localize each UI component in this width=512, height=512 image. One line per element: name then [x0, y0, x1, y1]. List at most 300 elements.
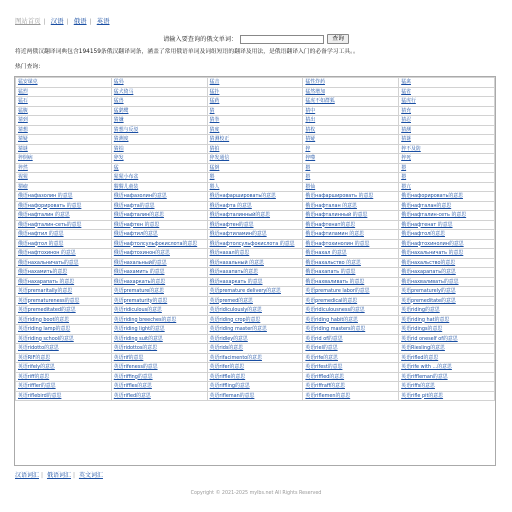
footer-link-chinese-words[interactable]: 汉语词汇	[15, 472, 40, 479]
hot-cell	[207, 144, 303, 154]
hot-cell	[207, 135, 303, 145]
hot-query-link[interactable]: 俄语нахапать 的意思	[305, 269, 356, 275]
hot-cell	[16, 154, 112, 164]
hot-cell	[303, 382, 399, 392]
hot-cell	[16, 325, 112, 335]
hot-query-link[interactable]: 猜测度	[113, 136, 129, 142]
hot-row	[16, 315, 495, 325]
hot-cell	[303, 201, 399, 211]
hot-query-link[interactable]: 英语ridiculous的意思	[113, 307, 162, 313]
hot-query-link[interactable]: 俄语нафорировать的意思	[401, 193, 463, 199]
hot-query-link[interactable]: 英语riffleman的意思	[401, 373, 448, 380]
top-nav	[15, 17, 110, 25]
hot-cell	[111, 239, 207, 249]
hot-cell	[16, 268, 112, 278]
hot-cell	[111, 192, 207, 202]
hot-query-link[interactable]: 英语riffling的意思	[209, 383, 250, 389]
hot-row	[16, 201, 495, 211]
hot-cell	[399, 268, 495, 278]
hot-query-link[interactable]: 猩猩小布盆	[113, 174, 139, 180]
hot-cell	[207, 334, 303, 344]
footer-link-english-words[interactable]: 英文词汇	[78, 472, 103, 479]
hot-query-link[interactable]: 俄语нафтил 的意思	[18, 231, 64, 237]
hot-query-link[interactable]: 猛犬倚马	[113, 88, 134, 95]
hot-query-link[interactable]: 俄语нафтил的意思	[113, 231, 158, 237]
hot-cell	[303, 220, 399, 230]
hot-cell	[111, 106, 207, 116]
hot-query-link[interactable]: 猥仙	[305, 183, 316, 190]
hot-query-link[interactable]: 俄语нафтенат 的意思	[401, 221, 453, 228]
hot-query-link[interactable]: 俄语нафаршировать 的意思	[305, 193, 374, 199]
hot-query-link[interactable]: 俄语нахальничать 的意思	[401, 250, 464, 256]
hot-query-link[interactable]: 猥人	[209, 183, 220, 190]
hot-query-link[interactable]: 英语ridotto的意思	[18, 345, 59, 351]
hot-query-link[interactable]: 俄语нафазолин的意思	[113, 193, 167, 199]
hot-query-link[interactable]: 英语prematurity的意思	[113, 297, 168, 304]
hot-cell	[399, 363, 495, 373]
hot-cell	[207, 287, 303, 297]
hot-query-link[interactable]: 英语riffing的意思	[113, 373, 153, 380]
hot-cell	[207, 277, 303, 287]
hot-query-link[interactable]: 俄语нафта 的意思	[209, 202, 252, 209]
hot-cell	[207, 239, 303, 249]
hot-query-link[interactable]: 猜嫌	[113, 117, 124, 123]
hot-cell	[16, 315, 112, 325]
hot-cell	[207, 201, 303, 211]
hot-query-link[interactable]: 猜中	[305, 107, 316, 114]
hot-query-link[interactable]: 英语ridley的意思	[209, 335, 248, 342]
hot-query-link[interactable]: 俄语нахальный的意思	[113, 259, 167, 266]
hot-cell	[399, 391, 495, 401]
hot-query-link[interactable]: 英语rifely的意思	[18, 364, 55, 370]
hot-cell	[399, 192, 495, 202]
hot-query-link[interactable]: 猛性炸药	[305, 79, 325, 85]
hot-row	[16, 296, 495, 306]
hot-row	[16, 277, 495, 287]
hot-cell	[399, 163, 495, 173]
hot-cell	[111, 97, 207, 107]
search-prompt: 请输入要查询的俄文单词：	[163, 36, 238, 43]
hot-query-link[interactable]: 英语riffler的意思	[18, 383, 56, 389]
hot-query-link[interactable]: 猛扑	[209, 88, 220, 95]
hot-cell	[111, 173, 207, 183]
hot-query-link[interactable]: 俄语нахал 的意思	[305, 250, 347, 256]
hot-cell	[303, 106, 399, 116]
hot-cell	[16, 306, 112, 316]
hot-query-link[interactable]: 猜拳	[209, 117, 220, 123]
hot-cell	[16, 372, 112, 382]
hot-query-link[interactable]: 猥	[305, 174, 311, 180]
hot-query-link[interactable]: 猛然增加	[305, 88, 325, 95]
hot-query-link[interactable]: 俄语нафталин-сеть的意思	[18, 221, 82, 228]
hot-cell	[16, 116, 112, 126]
hot-query-link[interactable]: 俄语нафталан 的意思	[305, 202, 357, 209]
hot-query-link[interactable]: 猜到	[18, 117, 28, 123]
hot-query-link[interactable]: 英语rifer的意思	[209, 364, 245, 370]
hot-row	[16, 287, 495, 297]
hot-query-link[interactable]: 英语rifled的意思	[113, 392, 151, 399]
hot-query-link[interactable]: 猛兽	[113, 98, 124, 104]
hot-row	[16, 125, 495, 135]
hot-query-link[interactable]: 俄语нафтохинолин的意思	[401, 240, 464, 247]
hot-row	[16, 382, 495, 392]
hot-query-link[interactable]: 俄语нахальный 的意思	[209, 259, 264, 266]
nav-home-link[interactable]: 图站首页	[15, 17, 41, 25]
hot-query-link[interactable]: 俄语нахальничать的意思	[18, 259, 79, 266]
hot-cell	[111, 125, 207, 135]
search-input[interactable]	[240, 35, 324, 44]
hot-query-link[interactable]: 猝倒病	[18, 155, 33, 161]
hot-cell	[207, 78, 303, 88]
hot-cell	[16, 201, 112, 211]
hot-query-link[interactable]: 英语premeditated的意思	[18, 307, 76, 313]
hot-cell	[399, 287, 495, 297]
hot-cell	[303, 277, 399, 287]
hot-query-link[interactable]: 英语riffled的意思	[305, 373, 345, 380]
hot-cell	[303, 230, 399, 240]
hot-query-link[interactable]: 猜疑	[18, 136, 28, 142]
hot-query-link[interactable]: 俄语нахальство 的意思	[305, 259, 361, 266]
hot-query-link[interactable]: 猜测校正	[209, 136, 230, 142]
hot-query-link[interactable]: 猛烈	[18, 88, 28, 95]
hot-query-link[interactable]: 英语riding breeches的意思	[113, 316, 177, 323]
hot-cell	[111, 116, 207, 126]
hot-query-link[interactable]: 英语premature delivery的意思	[209, 288, 281, 294]
hot-cell	[207, 382, 303, 392]
hot-query-link[interactable]: 猝发通信	[209, 155, 230, 161]
hot-query-link[interactable]: 英语rifleman的意思	[209, 392, 255, 399]
hot-query-link[interactable]: 俄语нафтохинон 的意思	[18, 250, 76, 256]
hot-cell	[111, 334, 207, 344]
hot-cell	[16, 87, 112, 97]
nav-link-english[interactable]: 英语	[96, 17, 110, 25]
hot-cell	[303, 87, 399, 97]
hot-cell	[16, 173, 112, 183]
hot-query-link[interactable]: 俄语нахальство的意思	[401, 259, 456, 266]
hot-query-link[interactable]: 俄语нафтиламин 的意思	[305, 231, 364, 237]
hot-query-link[interactable]: 英语riflebird的意思	[18, 392, 62, 399]
hot-query-link[interactable]: 俄语нахамить的意思	[18, 269, 68, 275]
hot-query-link[interactable]: 猝发	[113, 155, 124, 161]
hot-query-link[interactable]: 猛	[113, 164, 119, 171]
hot-cell	[399, 220, 495, 230]
hot-query-link[interactable]: 猛腹	[18, 107, 28, 114]
hot-cell	[399, 334, 495, 344]
hot-cell	[207, 116, 303, 126]
hot-query-link[interactable]: 猜拍	[113, 145, 124, 152]
hot-query-link[interactable]: 猜拍	[209, 145, 220, 152]
hot-cell	[16, 106, 112, 116]
hot-cell	[207, 230, 303, 240]
hot-query-link[interactable]: 猜充	[401, 107, 411, 114]
hot-query-link[interactable]: 猝死	[401, 155, 411, 161]
hot-query-link[interactable]: 猜枚	[305, 126, 316, 133]
hot-cell	[16, 182, 112, 192]
hot-query-link[interactable]: 猛虎不如群狐	[305, 98, 335, 104]
hot-cell	[399, 258, 495, 268]
hot-query-link[interactable]: 俄语нафталин-сеть 的意思	[401, 212, 467, 218]
hot-cell	[111, 287, 207, 297]
hot-row	[16, 344, 495, 354]
hot-cell	[399, 382, 495, 392]
hot-query-link[interactable]: 猛鹞鹭	[113, 107, 129, 114]
hot-cell	[303, 344, 399, 354]
hot-query-link[interactable]: 英语riffs的意思	[401, 383, 435, 389]
hot-cell	[207, 106, 303, 116]
hot-cell	[399, 144, 495, 154]
hot-query-link[interactable]: 俄语нафтиламин的意思	[209, 231, 267, 237]
hot-row	[16, 306, 495, 316]
search-button[interactable]: 查询	[327, 34, 349, 44]
hot-query-link[interactable]: 猥	[401, 174, 407, 180]
hot-query-link[interactable]: 猛犸	[113, 79, 124, 85]
hot-query-link[interactable]: 俄语нафталинный 的意思	[305, 212, 368, 218]
hot-cell	[207, 154, 303, 164]
hot-query-link[interactable]: 英语rif的意思	[113, 354, 144, 361]
hot-cell	[16, 211, 112, 221]
hot-cell	[303, 315, 399, 325]
hot-cell	[303, 125, 399, 135]
hot-cell	[207, 372, 303, 382]
hot-cell	[16, 258, 112, 268]
hot-query-link[interactable]: 英语riding light的意思	[113, 326, 165, 332]
hot-cell	[16, 249, 112, 259]
hot-query-link[interactable]: 英语riffle的意思	[209, 373, 246, 380]
hot-query-link[interactable]: 俄语нахарапать的意思	[401, 269, 456, 275]
hot-query-link[interactable]: 俄语нахарапать 的意思	[18, 278, 75, 285]
hot-cell	[303, 363, 399, 373]
hot-cell	[207, 173, 303, 183]
hot-query-link[interactable]: 英语rifeness的意思	[113, 364, 158, 370]
hot-query-link[interactable]: 猥	[401, 164, 407, 171]
hot-query-link[interactable]: 猛石	[18, 98, 28, 104]
hot-query-link[interactable]: 猝然	[18, 164, 28, 171]
hot-query-link[interactable]: 猜度	[209, 126, 220, 133]
hot-query-link[interactable]: 俄语нафтен的意思	[209, 221, 254, 228]
hot-query-link[interactable]: 英语riffles的意思	[113, 383, 152, 389]
hot-query-link[interactable]: 猬猬儿童装	[113, 183, 139, 190]
hot-query-link[interactable]: 英语rife with ...的意思	[401, 364, 452, 370]
hot-cell	[303, 249, 399, 259]
hot-query-link[interactable]: 猩猩	[18, 174, 28, 180]
hot-cell	[303, 334, 399, 344]
hot-query-link[interactable]: 英语riding lamp的意思	[18, 326, 71, 332]
hot-cell	[111, 163, 207, 173]
hot-query-link[interactable]: 猛药	[209, 98, 220, 104]
footer-link-russian-words[interactable]: 俄语词汇	[46, 472, 71, 479]
hot-query-link[interactable]: 英语prematureness的意思	[18, 297, 80, 304]
hot-cell	[207, 344, 303, 354]
hot-row	[16, 78, 495, 88]
hot-query-link[interactable]: 俄语нафазолин 的意思	[18, 193, 73, 199]
hot-cell	[303, 135, 399, 145]
hot-query-link[interactable]: 猝噬	[305, 155, 316, 161]
hot-query-link[interactable]: 英语premaritally的意思	[18, 288, 73, 294]
hot-query-link[interactable]: 英语rife的意思	[305, 354, 338, 361]
hot-query-link[interactable]: 俄语нахаркать的意思	[113, 278, 166, 285]
hot-query-link[interactable]: 俄语нафтохинолин 的意思	[305, 240, 370, 247]
hot-cell	[399, 87, 495, 97]
hot-query-link[interactable]: 俄语нафта的意思	[113, 202, 155, 209]
hot-query-link[interactable]: 俄语нахваливать的意思	[401, 278, 459, 285]
hot-query-link[interactable]: 猜谜	[18, 145, 28, 152]
hot-query-link[interactable]: 英语Riesling的意思	[401, 345, 445, 351]
hot-query-link[interactable]: 英语rifled的意思	[401, 354, 439, 361]
hot-queries-title: 热门查询：	[15, 64, 44, 70]
hot-cell	[16, 296, 112, 306]
hot-query-link[interactable]: 俄语нафтенат的意思	[305, 221, 356, 228]
hot-query-link[interactable]: 俄语нахал的意思	[209, 250, 250, 256]
hot-cell	[111, 182, 207, 192]
hot-query-link[interactable]: 猥亢	[401, 183, 411, 190]
hot-query-link[interactable]: 猛省	[401, 88, 411, 95]
hot-query-link[interactable]: 俄语нафтол的意思	[401, 231, 445, 237]
hot-cell	[16, 78, 112, 88]
hot-query-link[interactable]: 猛安谋克	[18, 79, 38, 85]
hot-cell	[207, 97, 303, 107]
hot-query-link[interactable]: 猜测	[401, 126, 411, 133]
hot-query-link[interactable]: 英语rifle pit的意思	[401, 392, 444, 399]
hot-query-link[interactable]: 俄语нахаркать 的意思	[209, 278, 263, 285]
hot-query-link[interactable]: 英语premeditate的意思	[401, 297, 456, 304]
hot-cell	[303, 287, 399, 297]
hot-cell	[303, 78, 399, 88]
hot-query-link[interactable]: 英语rifacimento的意思	[209, 354, 262, 361]
hot-cell	[16, 97, 112, 107]
hot-query-link[interactable]: 英语riflemen的意思	[305, 392, 351, 399]
hot-query-link[interactable]: 俄语нахапать的意思	[209, 269, 259, 275]
hot-queries-box	[14, 76, 496, 466]
hot-query-link[interactable]: 英语rifest的意思	[305, 364, 343, 370]
hot-query-link[interactable]: 猜想	[18, 126, 28, 133]
hot-query-link[interactable]: 英语riding的意思	[401, 307, 440, 313]
hot-query-link[interactable]: 猥	[209, 174, 215, 180]
hot-query-link[interactable]: 俄语нафорировать 的意思	[18, 202, 82, 209]
hot-query-link[interactable]: 英语riff的意思	[18, 373, 50, 380]
hot-row	[16, 230, 495, 240]
hot-row	[16, 192, 495, 202]
hot-cell	[303, 144, 399, 154]
hot-query-link[interactable]: 英语premature的意思	[113, 288, 164, 294]
hot-cell	[111, 268, 207, 278]
hot-query-link[interactable]: 英语riding masters的意思	[305, 326, 366, 332]
hot-cell	[207, 391, 303, 401]
hot-query-link[interactable]: 英语ridiculously的意思	[209, 307, 262, 313]
hot-query-link[interactable]: 英语rid of的意思	[305, 335, 343, 342]
hot-cell	[207, 220, 303, 230]
hot-query-link[interactable]: 俄语нафталинный的意思	[209, 212, 271, 218]
hot-query-link[interactable]: 英语rids的意思	[209, 345, 244, 351]
hot-row	[16, 258, 495, 268]
nav-link-russian[interactable]: 俄语	[73, 17, 87, 25]
hot-cell	[399, 325, 495, 335]
hot-query-link[interactable]: 猛倒	[209, 164, 220, 171]
hot-query-link[interactable]: 俄语нафталин 的意思	[18, 212, 70, 218]
hot-query-link[interactable]: 英语riding suit的意思	[113, 335, 163, 342]
hot-cell	[399, 344, 495, 354]
hot-query-link[interactable]: 猛禽	[401, 79, 411, 85]
hot-query-link[interactable]: 猜想与反驳	[113, 126, 139, 133]
hot-query-link[interactable]: 猛虎行	[401, 98, 416, 104]
hot-query-link[interactable]: 英语riding hat的意思	[401, 316, 450, 323]
hot-query-link[interactable]: 英语ridottos的意思	[113, 345, 158, 351]
hot-query-link[interactable]: 英语riding boot的意思	[18, 316, 70, 323]
hot-cell	[16, 344, 112, 354]
hot-query-link[interactable]: 英语rid oneself of的意思	[401, 335, 458, 342]
hot-cell	[303, 182, 399, 192]
hot-cell	[399, 154, 495, 164]
hot-cell	[399, 315, 495, 325]
hot-query-link[interactable]: 英语riffraff的意思	[305, 383, 345, 389]
footer-links	[15, 472, 103, 480]
hot-query-link[interactable]: 英语riding crop的意思	[209, 316, 261, 323]
hot-cell	[303, 239, 399, 249]
hot-query-link[interactable]: 猛击	[209, 79, 220, 85]
hot-query-link[interactable]: 英语riding master的意思	[209, 326, 267, 332]
hot-query-link[interactable]: 俄语нафтен 的意思	[113, 221, 160, 228]
hot-cell	[16, 277, 112, 287]
hot-query-link[interactable]: 猜出	[305, 117, 316, 123]
hot-query-link[interactable]: 英语ridiculousness的意思	[305, 307, 365, 313]
hot-query-link[interactable]: 俄语нафталин的意思	[113, 212, 164, 218]
hot-cell	[207, 211, 303, 221]
hot-query-link[interactable]: 俄语нафаршировать的意思	[209, 193, 276, 199]
hot-query-link[interactable]: 猜	[209, 107, 215, 114]
hot-query-link[interactable]: 俄语нафталан的意思	[401, 202, 452, 209]
hot-query-link[interactable]: 英语prematurely的意思	[401, 288, 456, 294]
hot-row	[16, 363, 495, 373]
hot-query-link[interactable]: 猥	[305, 164, 311, 171]
hot-query-link[interactable]: 猝不及防	[401, 145, 421, 152]
hot-cell	[16, 135, 112, 145]
hot-query-link[interactable]: 英语premed的意思	[209, 297, 253, 304]
hot-query-link[interactable]: 俄语нафтол 的意思	[18, 240, 64, 247]
hot-query-link[interactable]: 俄语нафтохинон的意思	[113, 250, 170, 256]
hot-cell	[111, 296, 207, 306]
hot-query-link[interactable]: 英语riel的意思	[305, 345, 338, 351]
hot-query-link[interactable]: 俄语нахамить 的意思	[113, 269, 165, 275]
hot-cell	[111, 230, 207, 240]
nav-separator: |	[66, 17, 69, 25]
hot-row	[16, 106, 495, 116]
hot-query-link[interactable]: 英语RIF的意思	[18, 354, 51, 361]
hot-cell	[111, 325, 207, 335]
hot-query-link[interactable]: 猜疑	[305, 136, 316, 142]
nav-link-chinese[interactable]: 汉语	[50, 17, 64, 25]
hot-cell	[399, 353, 495, 363]
hot-query-link[interactable]: 英语riding school的意思	[18, 335, 74, 342]
hot-cell	[16, 334, 112, 344]
copyright: Copyright © 2021-2025 mylbs.net All Rights Reserved	[190, 491, 322, 496]
hot-query-link[interactable]: 俄语нафтолсульфокислота的意思	[113, 240, 198, 247]
hot-query-link[interactable]: 英语ridings的意思	[401, 326, 443, 332]
hot-query-link[interactable]: 英语premature labor的意思	[305, 288, 370, 294]
hot-query-link[interactable]: 猜忍	[401, 117, 411, 123]
hot-cell	[303, 391, 399, 401]
hot-query-link[interactable]: 猬瘤	[18, 183, 28, 190]
hot-cell	[111, 315, 207, 325]
hot-cell	[303, 372, 399, 382]
hot-query-link[interactable]: 英语premedical的意思	[305, 297, 358, 304]
hot-query-link[interactable]: 俄语нахваливать 的意思	[305, 278, 365, 285]
hot-query-link[interactable]: 英语riding habit的意思	[305, 316, 358, 323]
hot-query-link[interactable]: 猝	[305, 145, 311, 152]
hot-cell	[399, 106, 495, 116]
hot-query-link[interactable]: 猜谜	[401, 136, 411, 142]
hot-cell	[111, 87, 207, 97]
footer-separator: |	[72, 472, 76, 479]
hot-query-link[interactable]: 俄语нафтолсульфокислота 的意思	[209, 240, 295, 247]
